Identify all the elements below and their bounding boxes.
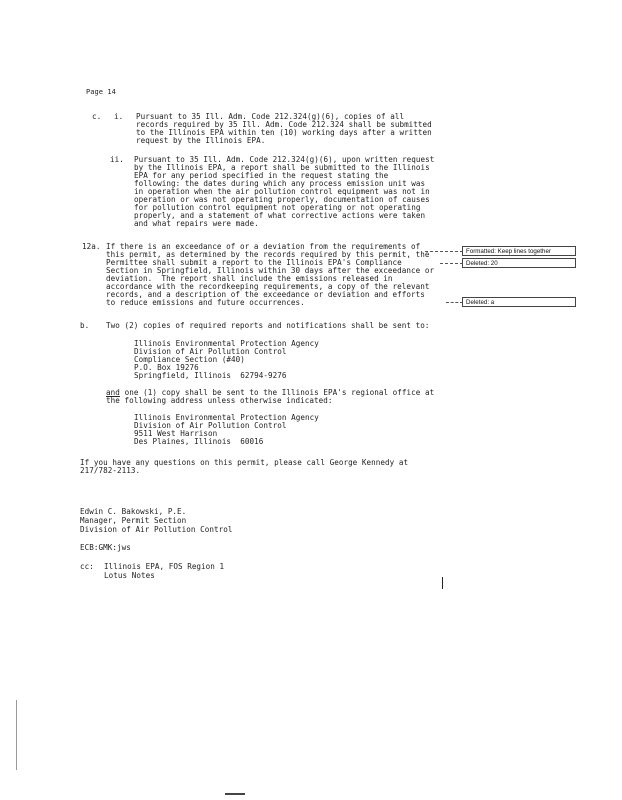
text-line: EPA for any period specified in the request stating the bbox=[134, 171, 389, 180]
text-cursor bbox=[442, 577, 443, 589]
scan-edge-mark bbox=[225, 793, 245, 795]
signer-division: Division of Air Pollution Control bbox=[80, 525, 233, 534]
text-line: and what repairs were made. bbox=[134, 219, 259, 228]
text-line: Pursuant to 35 Ill. Adm. Code 212.324(g)(6), copies of all bbox=[136, 112, 405, 121]
comment-connector bbox=[440, 263, 463, 264]
text-line: in operation when the air pollution control equipment was not in bbox=[134, 187, 430, 196]
text-line: by the Illinois EPA, a report shall be submitted to the Illinois bbox=[134, 163, 430, 172]
address-line: P.O. Box 19276 bbox=[134, 363, 199, 372]
cc-label: cc: bbox=[80, 562, 94, 571]
text-line: operation or was not operating properly, documentation of causes bbox=[134, 195, 430, 204]
text-line: following: the dates during which any process emission unit was bbox=[134, 179, 426, 188]
text-line: to reduce emissions and future occurrences. bbox=[106, 298, 305, 307]
address-line: Springfield, Illinois 62794-9276 bbox=[134, 371, 287, 380]
scan-edge-mark bbox=[16, 700, 17, 770]
deleted-balloon-2[interactable]: Deleted: a bbox=[462, 297, 576, 307]
address-line: Des Plaines, Illinois 60016 bbox=[134, 437, 264, 446]
text-line: for pollution control equipment not operating or not operating bbox=[134, 203, 421, 212]
address-line: Division of Air Pollution Control bbox=[134, 421, 287, 430]
text-line: to the Illinois EPA within ten (10) working days after a written bbox=[136, 128, 432, 137]
reference-initials: ECB:GMK:jws bbox=[80, 543, 131, 552]
address-line: 9511 West Harrison bbox=[134, 429, 218, 438]
signer-title: Manager, Permit Section bbox=[80, 516, 187, 525]
comment-connector bbox=[425, 251, 463, 252]
text-line: deviation. The report shall include the emissions released in bbox=[106, 274, 393, 283]
text-line: properly, and a statement of what corrective actions were taken bbox=[134, 211, 426, 220]
item-b-text: Two (2) copies of required reports and notifications shall be sent to: bbox=[106, 321, 430, 330]
text-line: request by the Illinois EPA. bbox=[136, 136, 266, 145]
comment-connector bbox=[446, 302, 463, 303]
item-b-label: b. bbox=[80, 321, 90, 330]
text-line: Pursuant to 35 Ill. Adm. Code 212.324(g)(6), upon written request bbox=[134, 155, 435, 164]
text-line: records, and a description of the exceedance or deviation and efforts bbox=[106, 290, 425, 299]
item-12a-label: 12a. bbox=[82, 242, 101, 251]
cc-line: Illinois EPA, FOS Region 1 bbox=[104, 562, 225, 571]
deleted-balloon-1[interactable]: Deleted: 20 bbox=[462, 258, 576, 268]
text-line: 217/782-2113. bbox=[80, 466, 141, 475]
signer-name: Edwin C. Bakowski, P.E. bbox=[80, 507, 187, 516]
text-line: If you have any questions on this permit, please call George Kennedy at bbox=[80, 458, 409, 467]
regional-office-line: one (1) copy shall be sent to the Illinois EPA's regional office at bbox=[120, 388, 435, 397]
cc-line: Lotus Notes bbox=[104, 571, 155, 580]
text-line: this permit, as determined by the records required by this permit, the bbox=[106, 250, 430, 259]
item-c-ii-label: ii. bbox=[110, 155, 124, 164]
address-line: Compliance Section (#40) bbox=[134, 355, 245, 364]
address-line: Division of Air Pollution Control bbox=[134, 347, 287, 356]
formatted-balloon[interactable]: Formatted: Keep lines together bbox=[462, 246, 576, 256]
text-line: records required by 35 Ill. Adm. Code 212.324 shall be submitted bbox=[136, 120, 432, 129]
address-line: Illinois Environmental Protection Agency bbox=[134, 413, 319, 422]
address-line: Illinois Environmental Protection Agency bbox=[134, 339, 319, 348]
and-word: and bbox=[106, 388, 120, 397]
page-number: Page 14 bbox=[86, 88, 116, 96]
text-line: Permittee shall submit a report to the Illinois EPA's Compliance bbox=[106, 258, 402, 267]
item-c-label: c. bbox=[92, 112, 102, 121]
regional-office-line-2: the following address unless otherwise indicated: bbox=[106, 396, 333, 405]
text-line: If there is an exceedance of or a deviation from the requirements of bbox=[106, 242, 421, 251]
item-c-i-label: i. bbox=[114, 112, 124, 121]
text-line: Section in Springfield, Illinois within 30 days after the exceedance or bbox=[106, 266, 435, 275]
text-line: accordance with the recordkeeping requirements, a copy of the relevant bbox=[106, 282, 430, 291]
